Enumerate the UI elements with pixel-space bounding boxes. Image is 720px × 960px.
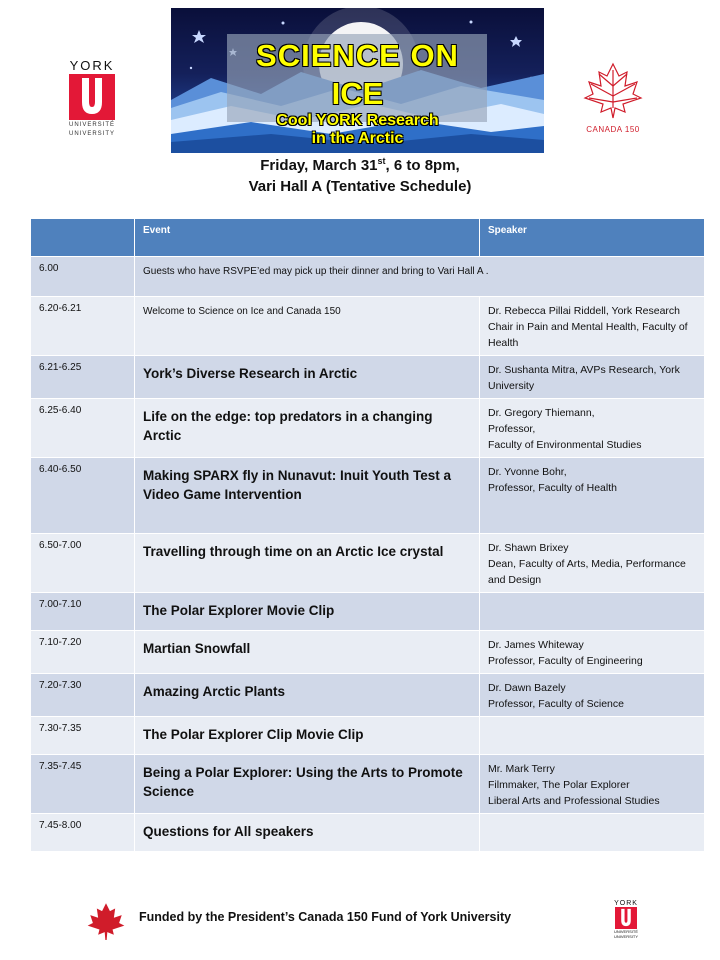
row-event: Welcome to Science on Ice and Canada 150 [135, 297, 480, 356]
row-time: 6.40-6.50 [31, 458, 135, 534]
york-university-logo [64, 58, 120, 142]
header-event: Event [135, 219, 480, 257]
row-speaker: Dr. James Whiteway Professor, Faculty of Engineering [480, 631, 705, 674]
row-speaker: Dr. Dawn Bazely Professor, Faculty of Science [480, 674, 705, 717]
york-logo-sub2: UNIVERSITY [68, 131, 115, 137]
row-time: 6.00 [31, 257, 135, 297]
row-time: 7.00-7.10 [31, 593, 135, 631]
row-event: Life on the edge: top predators in a changing Arctic [135, 399, 480, 458]
row-time: 7.10-7.20 [31, 631, 135, 674]
row-speaker: Mr. Mark Terry Filmmaker, The Polar Explorer Liberal Arts and Professional Studies [480, 755, 705, 814]
row-time: 7.30-7.35 [31, 717, 135, 755]
event-date-line [0, 151, 720, 176]
row-event: York’s Diverse Research in Arctic [135, 356, 480, 399]
funding-statement: Funded by the President’s Canada 150 Fund of York University [139, 910, 512, 924]
row-speaker [480, 593, 705, 631]
york-logo-u-mark [69, 74, 115, 120]
banner-subtitle [171, 112, 544, 148]
row-event: Martian Snowfall [135, 631, 480, 674]
row-speaker: Dr. Yvonne Bohr, Professor, Faculty of Health [480, 458, 705, 534]
row-speaker [480, 814, 705, 852]
header-speaker: Speaker [480, 219, 705, 257]
table-header-row [31, 219, 705, 257]
table-row [31, 631, 705, 674]
banner-subtitle-line1: Cool YORK Research [276, 112, 439, 129]
york-small-sub1: UNIVERSITÉ [613, 929, 638, 934]
banner-subtitle-line2: in the Arctic [311, 130, 404, 147]
u-letter-icon [69, 74, 115, 120]
row-event: Being a Polar Explorer: Using the Arts to Promote Science [135, 755, 480, 814]
row-speaker: Dr. Sushanta Mitra, AVPs Research, York University [480, 356, 705, 399]
table-row [31, 356, 705, 399]
row-speaker: Dr. Gregory Thiemann, Professor, Faculty of Environmental Studies [480, 399, 705, 458]
u-letter-icon [615, 907, 637, 929]
header-time [31, 219, 135, 257]
event-date: Friday, March 31 [260, 157, 378, 174]
row-time: 7.45-8.00 [31, 814, 135, 852]
york-small-u-mark [615, 907, 637, 929]
row-event: The Polar Explorer Movie Clip [135, 593, 480, 631]
event-banner [171, 8, 544, 153]
event-location: Vari Hall A (Tentative Schedule) [248, 178, 472, 195]
footer [0, 902, 720, 942]
table-row [31, 755, 705, 814]
row-speaker: Dr. Shawn Brixey Dean, Faculty of Arts, Media, Performance and Design [480, 534, 705, 593]
maple-leaf-outline-icon [583, 62, 643, 120]
row-speaker: Dr. Rebecca Pillai Riddell, York Research Chair in Pain and Mental Health, Faculty of Health [480, 297, 705, 356]
row-event: Making SPARX fly in Nunavut: Inuit Youth Test a Video Game Intervention [135, 458, 480, 534]
row-event: Guests who have RSVPE’ed may pick up their dinner and bring to Vari Hall A . [135, 257, 705, 297]
event-heading [0, 151, 720, 197]
row-event: Travelling through time on an Arctic Ice crystal [135, 534, 480, 593]
row-time: 6.21-6.25 [31, 356, 135, 399]
york-small-sub2: UNIVERSITY [613, 934, 638, 939]
row-time: 6.50-7.00 [31, 534, 135, 593]
maple-leaf-icon [84, 902, 128, 940]
schedule-table [30, 218, 705, 852]
table-row [31, 297, 705, 356]
canada-150-label: CANADA 150 [586, 125, 640, 134]
table-row [31, 814, 705, 852]
canada-150-logo [578, 62, 648, 136]
table-row [31, 534, 705, 593]
row-event: The Polar Explorer Clip Movie Clip [135, 717, 480, 755]
table-row [31, 717, 705, 755]
row-time: 6.25-6.40 [31, 399, 135, 458]
york-small-word: YORK [614, 900, 638, 907]
banner-title-line2: ICE [331, 76, 384, 111]
york-logo-word: YORK [69, 58, 115, 73]
york-university-logo-small [612, 900, 640, 939]
event-time: , 6 to 8pm, [385, 157, 460, 174]
row-event: Questions for All speakers [135, 814, 480, 852]
table-row [31, 399, 705, 458]
schedule-body [31, 257, 705, 852]
banner-title-line1: SCIENCE ON [256, 38, 459, 73]
row-time: 7.35-7.45 [31, 755, 135, 814]
table-row [31, 458, 705, 534]
row-event: Amazing Arctic Plants [135, 674, 480, 717]
row-speaker [480, 717, 705, 755]
date-suffix: st [377, 156, 386, 166]
table-row [31, 257, 705, 297]
york-logo-sub1: UNIVERSITÉ [68, 122, 115, 128]
row-time: 7.20-7.30 [31, 674, 135, 717]
table-row [31, 674, 705, 717]
row-time: 6.20-6.21 [31, 297, 135, 356]
table-row [31, 593, 705, 631]
